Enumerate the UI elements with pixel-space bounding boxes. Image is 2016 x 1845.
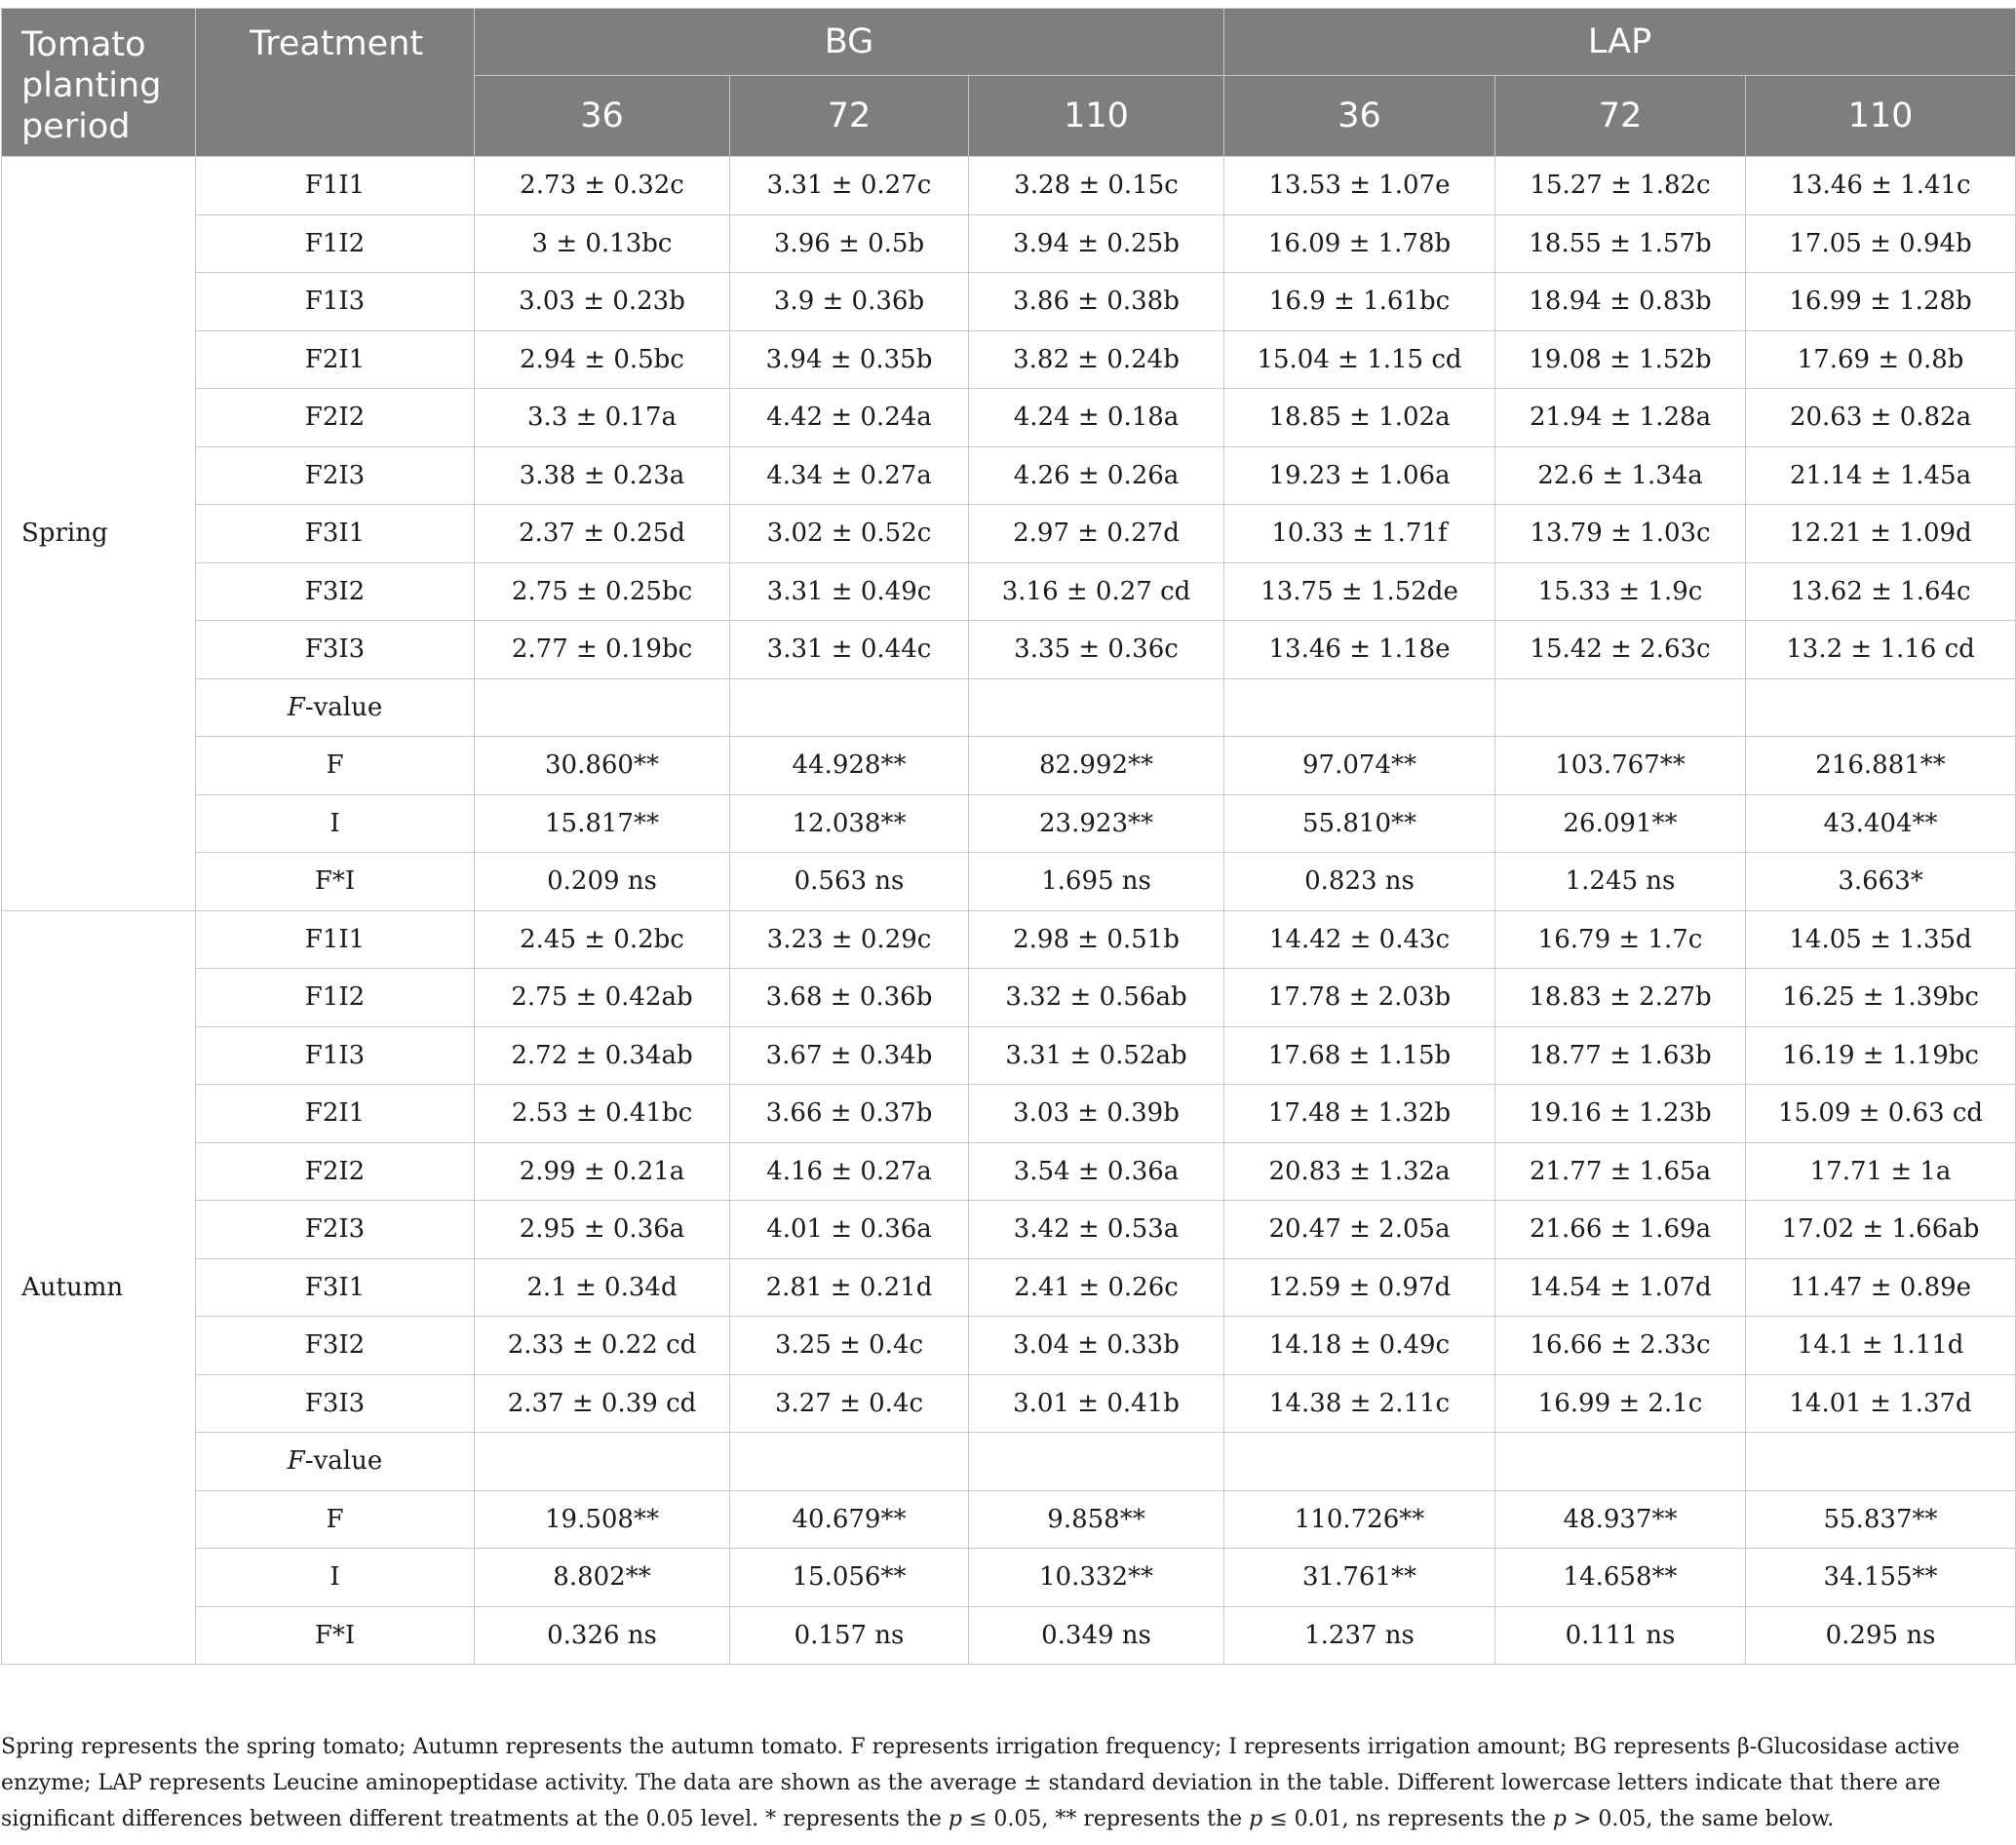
value-cell: 16.66 ± 2.33c [1495, 1317, 1746, 1375]
header-day: 36 [1224, 76, 1495, 157]
value-cell: 19.508** [475, 1490, 730, 1549]
value-cell: 16.79 ± 1.7c [1495, 910, 1746, 969]
table-row [2, 1026, 2016, 1085]
value-cell: 97.074** [1224, 737, 1495, 795]
value-cell [969, 678, 1224, 737]
value-cell: 14.05 ± 1.35d [1746, 910, 2016, 969]
treatment-cell: F1I1 [196, 157, 475, 215]
value-cell: 4.34 ± 0.27a [730, 446, 969, 505]
table-row [2, 969, 2016, 1027]
value-cell: 3.32 ± 0.56ab [969, 969, 1224, 1027]
value-cell [730, 678, 969, 737]
value-cell: 3.27 ± 0.4c [730, 1374, 969, 1433]
table-footnote: Spring represents the spring tomato; Autumn represents the autumn tomato. F represents irrigation frequency; I represents irrigation amount; BG represents β-Glucosidase active enzyme; LAP represents Leucine aminopeptidase activity. The data are shown as the average ± standard deviation in the table. Different lowercase letters indicate that there are significant differences between different treatments at the 0.05 level. * represents the p ≤ 0.05, ** represents the p ≤ 0.01, ns represents the p > 0.05, the same below. [1, 1735, 1960, 1831]
value-cell: 1.245 ns [1495, 853, 1746, 911]
value-cell: 2.75 ± 0.42ab [475, 969, 730, 1027]
value-cell: 2.37 ± 0.39 cd [475, 1374, 730, 1433]
value-cell: 2.1 ± 0.34d [475, 1258, 730, 1317]
value-cell: 20.83 ± 1.32a [1224, 1142, 1495, 1201]
value-cell: 19.23 ± 1.06a [1224, 446, 1495, 505]
value-cell: 2.95 ± 0.36a [475, 1201, 730, 1259]
value-cell: 13.46 ± 1.41c [1746, 157, 2016, 215]
treatment-cell: F3I2 [196, 562, 475, 621]
value-cell: 16.99 ± 2.1c [1495, 1374, 1746, 1433]
value-cell: 3.31 ± 0.52ab [969, 1026, 1224, 1085]
value-cell: 3.82 ± 0.24b [969, 330, 1224, 389]
value-cell: 3.38 ± 0.23a [475, 446, 730, 505]
value-cell: 15.056** [730, 1549, 969, 1607]
treatment-cell: F [196, 737, 475, 795]
table-row [2, 1606, 2016, 1665]
value-cell [730, 1433, 969, 1491]
value-cell: 3.86 ± 0.38b [969, 273, 1224, 331]
value-cell: 12.038** [730, 794, 969, 853]
value-cell [1495, 1433, 1746, 1491]
value-cell: 10.332** [969, 1549, 1224, 1607]
table-row [2, 1201, 2016, 1259]
value-cell: 2.99 ± 0.21a [475, 1142, 730, 1201]
table-row [2, 505, 2016, 563]
value-cell: 3 ± 0.13bc [475, 214, 730, 273]
table-row [2, 157, 2016, 215]
value-cell: 4.16 ± 0.27a [730, 1142, 969, 1201]
treatment-cell: F1I2 [196, 214, 475, 273]
value-cell: 2.37 ± 0.25d [475, 505, 730, 563]
table-row [2, 1374, 2016, 1433]
treatment-cell: F3I3 [196, 621, 475, 679]
value-cell: 18.55 ± 1.57b [1495, 214, 1746, 273]
value-cell: 15.27 ± 1.82c [1495, 157, 1746, 215]
value-cell: 13.2 ± 1.16 cd [1746, 621, 2016, 679]
value-cell: 3.03 ± 0.23b [475, 273, 730, 331]
value-cell: 34.155** [1746, 1549, 2016, 1607]
value-cell: 0.295 ns [1746, 1606, 2016, 1665]
table-row [2, 446, 2016, 505]
table-row [2, 853, 2016, 911]
table-header [2, 9, 2016, 157]
value-cell [969, 1433, 1224, 1491]
value-cell: 3.663* [1746, 853, 2016, 911]
value-cell: 10.33 ± 1.71f [1224, 505, 1495, 563]
treatment-cell: F3I3 [196, 1374, 475, 1433]
value-cell: 16.99 ± 1.28b [1746, 273, 2016, 331]
value-cell [1224, 678, 1495, 737]
value-cell: 30.860** [475, 737, 730, 795]
table-row [2, 389, 2016, 447]
value-cell: 3.96 ± 0.5b [730, 214, 969, 273]
table-body [2, 157, 2016, 1665]
value-cell: 0.349 ns [969, 1606, 1224, 1665]
value-cell: 9.858** [969, 1490, 1224, 1549]
header-day: 36 [475, 76, 730, 157]
value-cell: 13.75 ± 1.52de [1224, 562, 1495, 621]
table-row [2, 678, 2016, 737]
value-cell: 14.01 ± 1.37d [1746, 1374, 2016, 1433]
value-cell: 2.75 ± 0.25bc [475, 562, 730, 621]
value-cell: 16.9 ± 1.61bc [1224, 273, 1495, 331]
value-cell: 20.47 ± 2.05a [1224, 1201, 1495, 1259]
value-cell [1746, 1433, 2016, 1491]
table-row [2, 1549, 2016, 1607]
data-table [1, 8, 2016, 1665]
table-row [2, 330, 2016, 389]
value-cell: 15.04 ± 1.15 cd [1224, 330, 1495, 389]
value-cell: 3.94 ± 0.35b [730, 330, 969, 389]
treatment-cell: F1I3 [196, 1026, 475, 1085]
treatment-cell: F1I1 [196, 910, 475, 969]
value-cell: 43.404** [1746, 794, 2016, 853]
value-cell: 18.94 ± 0.83b [1495, 273, 1746, 331]
value-cell [475, 1433, 730, 1491]
treatment-cell: F1I3 [196, 273, 475, 331]
value-cell: 2.81 ± 0.21d [730, 1258, 969, 1317]
treatment-cell: F2I2 [196, 1142, 475, 1201]
table-row [2, 1085, 2016, 1143]
value-cell: 12.21 ± 1.09d [1746, 505, 2016, 563]
value-cell: 3.35 ± 0.36c [969, 621, 1224, 679]
value-cell: 3.25 ± 0.4c [730, 1317, 969, 1375]
table-row [2, 621, 2016, 679]
f-value-label: F-value [196, 1433, 475, 1491]
value-cell: 26.091** [1495, 794, 1746, 853]
table-row [2, 1433, 2016, 1491]
value-cell: 2.73 ± 0.32c [475, 157, 730, 215]
header-group-bg: BG [475, 9, 1224, 76]
table-row [2, 562, 2016, 621]
value-cell: 19.08 ± 1.52b [1495, 330, 1746, 389]
value-cell: 0.111 ns [1495, 1606, 1746, 1665]
treatment-cell: F2I1 [196, 1085, 475, 1143]
value-cell: 19.16 ± 1.23b [1495, 1085, 1746, 1143]
table-row [2, 214, 2016, 273]
value-cell: 4.42 ± 0.24a [730, 389, 969, 447]
header-day: 110 [969, 76, 1224, 157]
value-cell: 14.38 ± 2.11c [1224, 1374, 1495, 1433]
value-cell: 103.767** [1495, 737, 1746, 795]
value-cell: 0.326 ns [475, 1606, 730, 1665]
value-cell: 21.77 ± 1.65a [1495, 1142, 1746, 1201]
value-cell: 13.46 ± 1.18e [1224, 621, 1495, 679]
value-cell [1495, 678, 1746, 737]
value-cell: 21.66 ± 1.69a [1495, 1201, 1746, 1259]
value-cell: 0.823 ns [1224, 853, 1495, 911]
value-cell: 14.658** [1495, 1549, 1746, 1607]
value-cell: 3.66 ± 0.37b [730, 1085, 969, 1143]
value-cell: 3.9 ± 0.36b [730, 273, 969, 331]
value-cell: 4.26 ± 0.26a [969, 446, 1224, 505]
value-cell: 14.18 ± 0.49c [1224, 1317, 1495, 1375]
value-cell: 16.09 ± 1.78b [1224, 214, 1495, 273]
value-cell: 3.42 ± 0.53a [969, 1201, 1224, 1259]
value-cell: 2.97 ± 0.27d [969, 505, 1224, 563]
value-cell: 1.237 ns [1224, 1606, 1495, 1665]
value-cell: 48.937** [1495, 1490, 1746, 1549]
value-cell: 216.881** [1746, 737, 2016, 795]
treatment-cell: F2I3 [196, 1201, 475, 1259]
value-cell: 14.42 ± 0.43c [1224, 910, 1495, 969]
value-cell: 2.53 ± 0.41bc [475, 1085, 730, 1143]
treatment-cell: F3I1 [196, 505, 475, 563]
value-cell: 17.05 ± 0.94b [1746, 214, 2016, 273]
table-row [2, 1258, 2016, 1317]
value-cell: 3.67 ± 0.34b [730, 1026, 969, 1085]
value-cell: 3.68 ± 0.36b [730, 969, 969, 1027]
treatment-cell: F2I3 [196, 446, 475, 505]
value-cell: 4.24 ± 0.18a [969, 389, 1224, 447]
value-cell: 17.69 ± 0.8b [1746, 330, 2016, 389]
value-cell [475, 678, 730, 737]
value-cell: 17.02 ± 1.66ab [1746, 1201, 2016, 1259]
value-cell: 15.33 ± 1.9c [1495, 562, 1746, 621]
value-cell: 3.03 ± 0.39b [969, 1085, 1224, 1143]
value-cell: 2.72 ± 0.34ab [475, 1026, 730, 1085]
treatment-cell: F*I [196, 853, 475, 911]
table-row [2, 1142, 2016, 1201]
period-label-spring: Spring [2, 157, 196, 911]
treatment-cell: F1I2 [196, 969, 475, 1027]
value-cell [1224, 1433, 1495, 1491]
value-cell: 21.94 ± 1.28a [1495, 389, 1746, 447]
value-cell: 15.817** [475, 794, 730, 853]
header-day: 72 [1495, 76, 1746, 157]
header-treatment: Treatment [196, 9, 475, 157]
treatment-cell: F [196, 1490, 475, 1549]
value-cell: 3.3 ± 0.17a [475, 389, 730, 447]
treatment-cell: F*I [196, 1606, 475, 1665]
value-cell: 18.83 ± 2.27b [1495, 969, 1746, 1027]
value-cell: 0.209 ns [475, 853, 730, 911]
value-cell: 110.726** [1224, 1490, 1495, 1549]
value-cell: 3.28 ± 0.15c [969, 157, 1224, 215]
value-cell: 3.31 ± 0.49c [730, 562, 969, 621]
table-row [2, 910, 2016, 969]
treatment-cell: F2I2 [196, 389, 475, 447]
value-cell: 55.810** [1224, 794, 1495, 853]
treatment-cell: I [196, 794, 475, 853]
value-cell: 22.6 ± 1.34a [1495, 446, 1746, 505]
header-day: 110 [1746, 76, 2016, 157]
value-cell: 20.63 ± 0.82a [1746, 389, 2016, 447]
f-value-label: F-value [196, 678, 475, 737]
value-cell: 17.78 ± 2.03b [1224, 969, 1495, 1027]
value-cell: 3.94 ± 0.25b [969, 214, 1224, 273]
value-cell: 23.923** [969, 794, 1224, 853]
value-cell: 13.62 ± 1.64c [1746, 562, 2016, 621]
table-row [2, 794, 2016, 853]
header-period: Tomato planting period [2, 9, 196, 157]
value-cell: 14.54 ± 1.07d [1495, 1258, 1746, 1317]
table-row [2, 1490, 2016, 1549]
value-cell: 17.71 ± 1a [1746, 1142, 2016, 1201]
value-cell: 15.42 ± 2.63c [1495, 621, 1746, 679]
value-cell: 2.98 ± 0.51b [969, 910, 1224, 969]
value-cell: 3.02 ± 0.52c [730, 505, 969, 563]
value-cell: 3.16 ± 0.27 cd [969, 562, 1224, 621]
value-cell: 18.77 ± 1.63b [1495, 1026, 1746, 1085]
table-row [2, 273, 2016, 331]
value-cell: 40.679** [730, 1490, 969, 1549]
value-cell: 82.992** [969, 737, 1224, 795]
table-row [2, 737, 2016, 795]
value-cell: 2.45 ± 0.2bc [475, 910, 730, 969]
value-cell: 13.79 ± 1.03c [1495, 505, 1746, 563]
value-cell: 44.928** [730, 737, 969, 795]
treatment-cell: F3I1 [196, 1258, 475, 1317]
value-cell: 1.695 ns [969, 853, 1224, 911]
value-cell: 18.85 ± 1.02a [1224, 389, 1495, 447]
value-cell: 11.47 ± 0.89e [1746, 1258, 2016, 1317]
value-cell [1746, 678, 2016, 737]
table-row [2, 1317, 2016, 1375]
value-cell: 2.94 ± 0.5bc [475, 330, 730, 389]
value-cell: 2.41 ± 0.26c [969, 1258, 1224, 1317]
value-cell: 3.31 ± 0.44c [730, 621, 969, 679]
value-cell: 8.802** [475, 1549, 730, 1607]
value-cell: 15.09 ± 0.63 cd [1746, 1085, 2016, 1143]
value-cell: 3.54 ± 0.36a [969, 1142, 1224, 1201]
value-cell: 16.19 ± 1.19bc [1746, 1026, 2016, 1085]
treatment-cell: F3I2 [196, 1317, 475, 1375]
period-label-autumn: Autumn [2, 910, 196, 1665]
value-cell: 12.59 ± 0.97d [1224, 1258, 1495, 1317]
value-cell: 3.01 ± 0.41b [969, 1374, 1224, 1433]
treatment-cell: F2I1 [196, 330, 475, 389]
treatment-cell: I [196, 1549, 475, 1607]
value-cell: 17.48 ± 1.32b [1224, 1085, 1495, 1143]
header-group-lap: LAP [1224, 9, 2016, 76]
value-cell: 3.23 ± 0.29c [730, 910, 969, 969]
value-cell: 4.01 ± 0.36a [730, 1201, 969, 1259]
value-cell: 0.563 ns [730, 853, 969, 911]
value-cell: 55.837** [1746, 1490, 2016, 1549]
value-cell: 16.25 ± 1.39bc [1746, 969, 2016, 1027]
value-cell: 13.53 ± 1.07e [1224, 157, 1495, 215]
value-cell: 0.157 ns [730, 1606, 969, 1665]
value-cell: 31.761** [1224, 1549, 1495, 1607]
value-cell: 2.33 ± 0.22 cd [475, 1317, 730, 1375]
value-cell: 21.14 ± 1.45a [1746, 446, 2016, 505]
value-cell: 3.31 ± 0.27c [730, 157, 969, 215]
value-cell: 17.68 ± 1.15b [1224, 1026, 1495, 1085]
header-day: 72 [730, 76, 969, 157]
value-cell: 14.1 ± 1.11d [1746, 1317, 2016, 1375]
value-cell: 2.77 ± 0.19bc [475, 621, 730, 679]
value-cell: 3.04 ± 0.33b [969, 1317, 1224, 1375]
